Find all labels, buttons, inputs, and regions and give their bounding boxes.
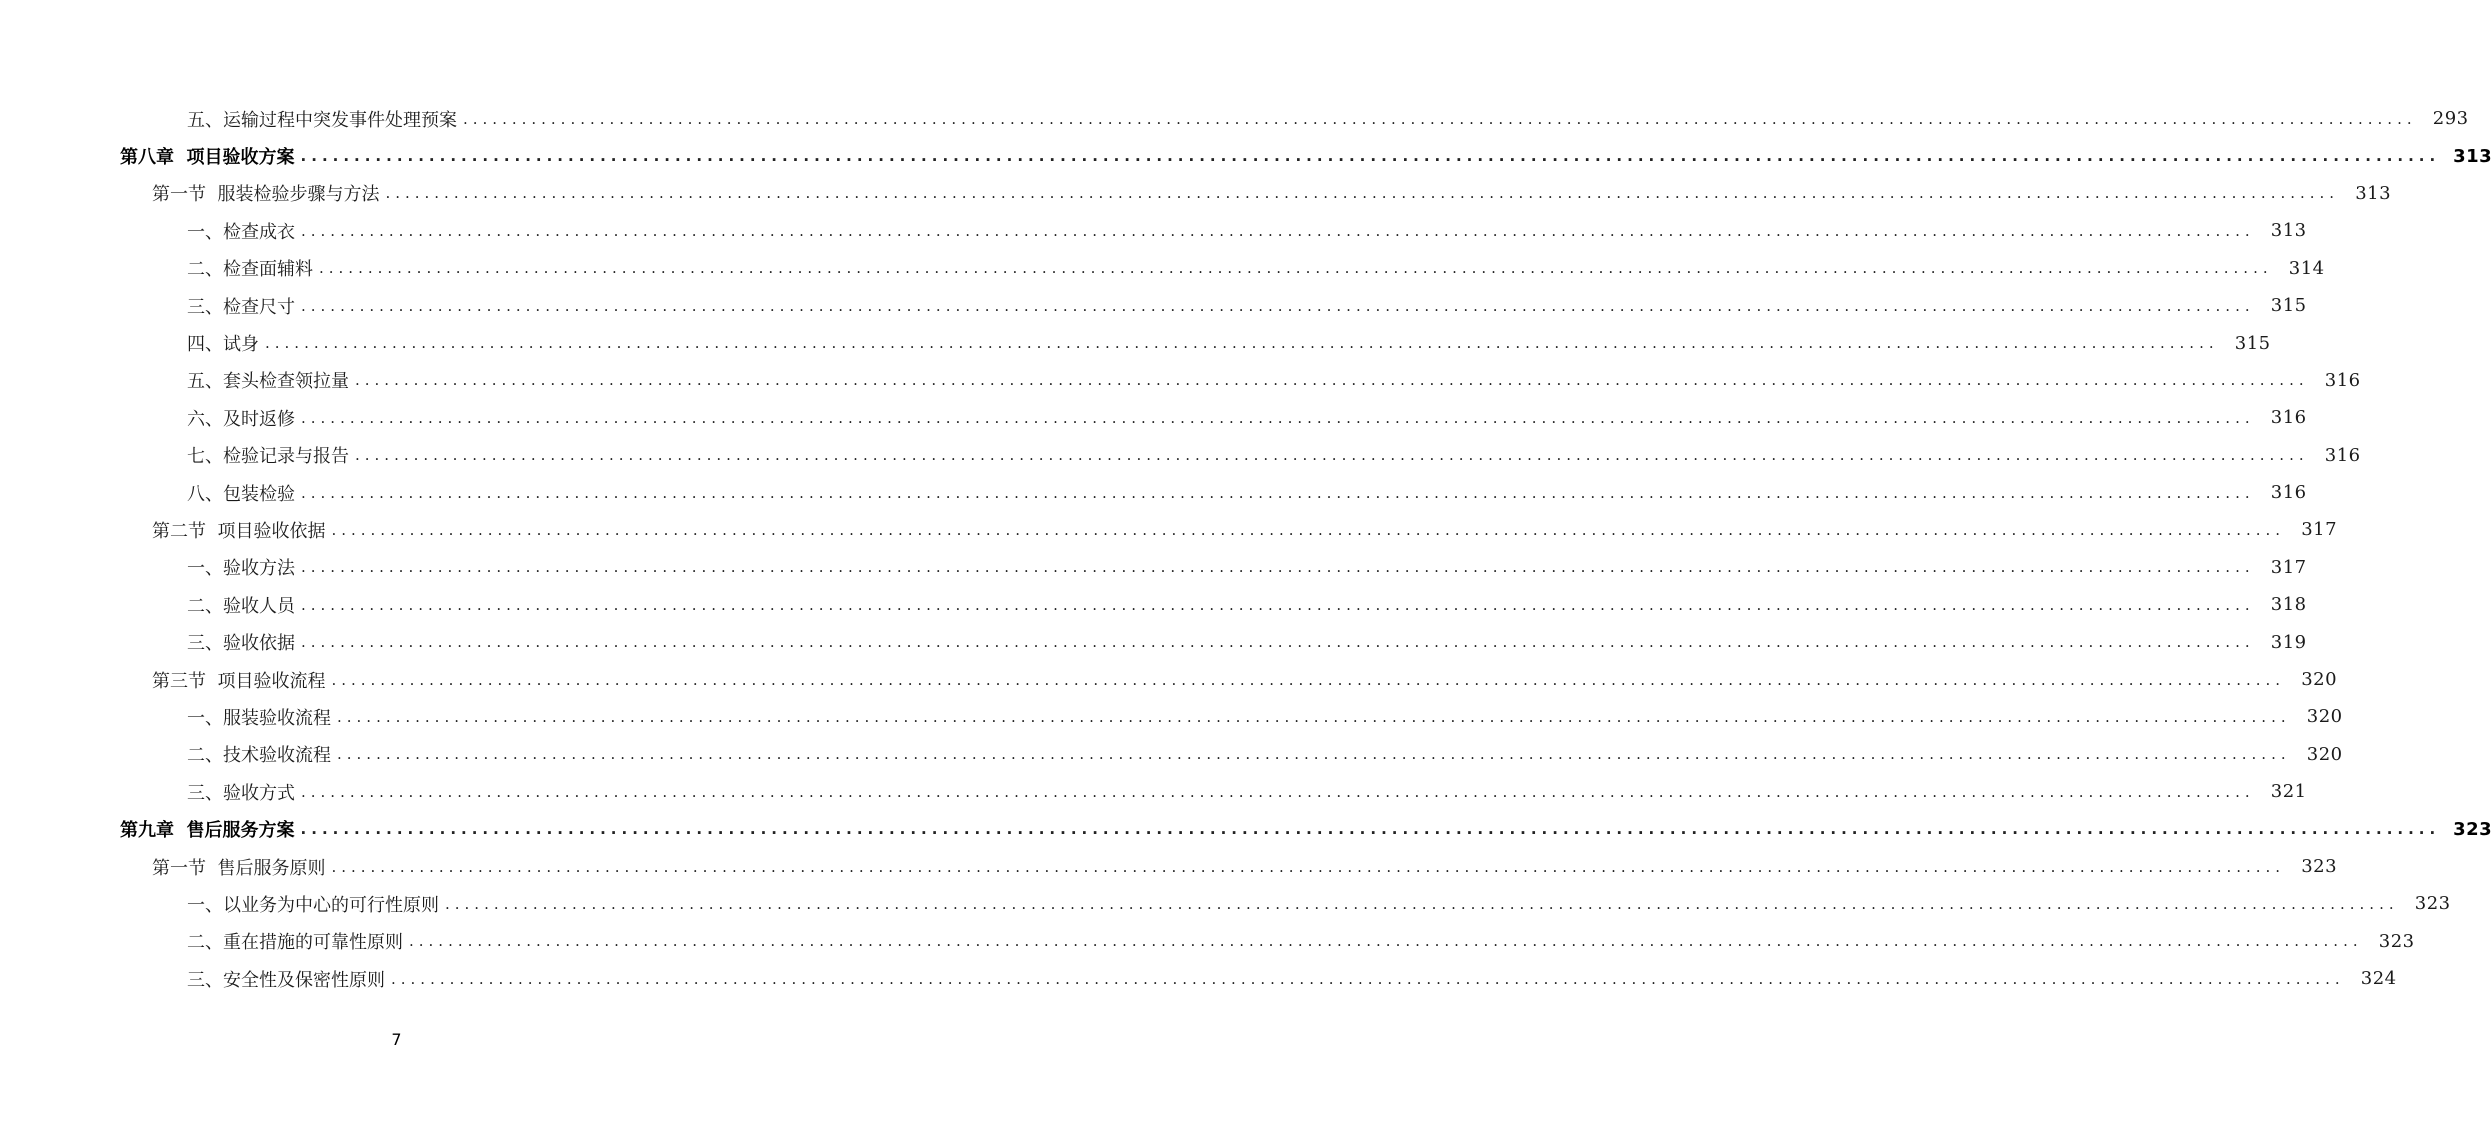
toc-entry-item[interactable]	[0, 885, 2451, 922]
toc-entry-page: 313	[2270, 220, 2307, 242]
toc-leader-dots: ........................................................................................................................................................................................................	[463, 109, 2417, 128]
toc-entry-item[interactable]	[0, 960, 2397, 997]
toc-entry-item[interactable]	[0, 736, 2343, 773]
toc-entry-page: 319	[2270, 631, 2307, 653]
table-of-contents	[0, 100, 2492, 997]
toc-entry-page: 317	[2301, 519, 2338, 541]
toc-entry-page: 315	[2270, 295, 2307, 317]
toc-entry-page: 320	[2306, 706, 2343, 728]
toc-entry-label: 二、重在措施的可靠性原则	[187, 932, 403, 954]
toc-entry-section[interactable]	[0, 848, 2338, 885]
toc-entry-chapter[interactable]	[0, 137, 2492, 174]
toc-leader-dots: ........................................................................................................................................................................................................	[391, 969, 2345, 988]
toc-entry-label: 第一节 售后服务原则	[152, 857, 326, 879]
toc-entry-page: 323	[2453, 818, 2492, 840]
toc-leader-dots: ........................................................................................................................................................................................................	[355, 446, 2309, 465]
toc-leader-dots: ........................................................................................................................................................................................................	[331, 520, 2286, 539]
toc-entry-label: 二、技术验收流程	[187, 745, 331, 767]
toc-entry-page: 318	[2270, 594, 2307, 616]
toc-entry-section[interactable]	[0, 661, 2338, 698]
toc-entry-item[interactable]	[0, 773, 2307, 810]
toc-entry-page: 320	[2306, 743, 2343, 765]
toc-entry-item[interactable]	[0, 923, 2415, 960]
toc-entry-page: 317	[2270, 556, 2307, 578]
toc-leader-dots: ........................................................................................................................................................................................................	[301, 782, 2255, 801]
toc-entry-item[interactable]	[0, 362, 2361, 399]
toc-leader-dots: ........................................................................................................................................................................................................	[355, 371, 2309, 390]
toc-leader-dots: ........................................................................................................................................................................................................	[300, 820, 2441, 839]
toc-leader-dots: ........................................................................................................................................................................................................	[331, 670, 2286, 689]
toc-entry-label: 第三节 项目验收流程	[152, 670, 326, 692]
toc-entry-item[interactable]	[0, 399, 2307, 436]
toc-entry-label: 一、检查成衣	[187, 221, 295, 243]
toc-entry-page: 313	[2355, 182, 2392, 204]
toc-entry-label: 三、验收方式	[187, 782, 295, 804]
toc-entry-item[interactable]	[0, 474, 2307, 511]
toc-entry-label: 二、检查面辅料	[187, 259, 313, 281]
toc-entry-page: 314	[2288, 257, 2325, 279]
toc-entry-label: 八、包装检验	[187, 483, 295, 505]
toc-entry-label: 第九章 售后服务方案	[120, 820, 295, 842]
toc-entry-label: 六、及时返修	[187, 408, 295, 430]
toc-entry-label: 五、运输过程中突发事件处理预案	[187, 109, 457, 131]
toc-entry-label: 第八章 项目验收方案	[120, 147, 295, 169]
toc-entry-page: 316	[2270, 482, 2307, 504]
toc-leader-dots: ........................................................................................................................................................................................................	[409, 932, 2363, 951]
page-number: 7	[391, 1030, 402, 1049]
toc-leader-dots: ........................................................................................................................................................................................................	[445, 894, 2399, 913]
toc-entry-page: 323	[2414, 893, 2451, 915]
toc-leader-dots: ........................................................................................................................................................................................................	[319, 259, 2273, 278]
toc-entry-page: 320	[2301, 669, 2338, 691]
toc-leader-dots: ........................................................................................................................................................................................................	[331, 857, 2286, 876]
toc-entry-page: 316	[2324, 444, 2361, 466]
toc-entry-item[interactable]	[0, 100, 2469, 137]
toc-entry-label: 二、验收人员	[187, 595, 295, 617]
toc-entry-item[interactable]	[0, 586, 2307, 623]
toc-entry-item[interactable]	[0, 250, 2325, 287]
toc-entry-item[interactable]	[0, 698, 2343, 735]
toc-entry-item[interactable]	[0, 437, 2361, 474]
toc-entry-page: 321	[2270, 781, 2307, 803]
toc-leader-dots: ........................................................................................................................................................................................................	[265, 334, 2219, 353]
toc-entry-item[interactable]	[0, 324, 2271, 361]
toc-leader-dots: ........................................................................................................................................................................................................	[337, 707, 2291, 726]
toc-entry-label: 四、试身	[187, 334, 259, 356]
toc-entry-item[interactable]	[0, 623, 2307, 660]
toc-entry-page: 316	[2324, 369, 2361, 391]
toc-entry-page: 323	[2301, 856, 2338, 877]
toc-entry-section[interactable]	[0, 175, 2392, 212]
toc-entry-section[interactable]	[0, 511, 2338, 548]
toc-leader-dots: ........................................................................................................................................................................................................	[301, 633, 2255, 652]
toc-entry-label: 第二节 项目验收依据	[152, 520, 326, 542]
toc-leader-dots: ........................................................................................................................................................................................................	[301, 483, 2255, 502]
toc-entry-page: 323	[2378, 930, 2415, 952]
toc-leader-dots: ........................................................................................................................................................................................................	[301, 221, 2255, 240]
toc-entry-label: 三、安全性及保密性原则	[187, 969, 385, 991]
toc-entry-label: 一、服装验收流程	[187, 707, 331, 729]
toc-entry-page: 315	[2234, 332, 2271, 354]
toc-leader-dots: ........................................................................................................................................................................................................	[301, 296, 2255, 315]
toc-entry-label: 五、套头检查领拉量	[187, 371, 349, 393]
toc-entry-label: 三、验收依据	[187, 633, 295, 655]
toc-entry-label: 一、验收方法	[187, 558, 295, 580]
toc-entry-label: 第一节 服装检验步骤与方法	[152, 184, 380, 206]
toc-leader-dots: ........................................................................................................................................................................................................	[301, 595, 2255, 614]
toc-leader-dots: ........................................................................................................................................................................................................	[337, 745, 2291, 764]
toc-entry-page: 313	[2453, 145, 2492, 167]
toc-entry-page: 293	[2432, 108, 2469, 130]
toc-entry-label: 七、检验记录与报告	[187, 446, 349, 468]
toc-entry-page: 324	[2360, 968, 2397, 990]
toc-leader-dots: ........................................................................................................................................................................................................	[301, 558, 2255, 577]
toc-entry-item[interactable]	[0, 287, 2307, 324]
toc-entry-item[interactable]	[0, 212, 2307, 249]
toc-entry-chapter[interactable]	[0, 810, 2492, 847]
toc-leader-dots: ........................................................................................................................................................................................................	[300, 147, 2441, 166]
toc-leader-dots: ........................................................................................................................................................................................................	[385, 184, 2340, 203]
toc-entry-item[interactable]	[0, 549, 2307, 586]
toc-entry-label: 三、检查尺寸	[187, 296, 295, 318]
toc-leader-dots: ........................................................................................................................................................................................................	[301, 408, 2255, 427]
toc-entry-label: 一、以业务为中心的可行性原则	[187, 894, 439, 916]
toc-entry-page: 316	[2270, 407, 2307, 429]
